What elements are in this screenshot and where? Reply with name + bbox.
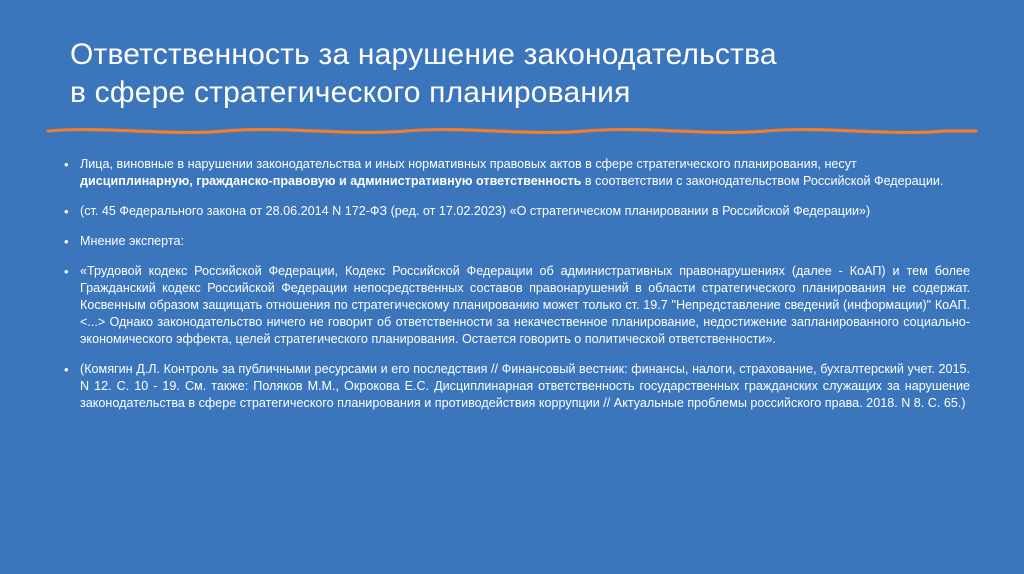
slide-body xyxy=(60,156,970,425)
bullet-liability-part-0: Лица, виновные в нарушении законодательства и иных нормативных правовых актов в сфере стратегического планирования, несут xyxy=(80,157,857,171)
bullet-expert-opinion-label xyxy=(80,233,970,250)
bullet-source-citation xyxy=(80,361,970,412)
bullet-source-citation-part-0: (Комягин Д.Л. Контроль за публичными ресурсами и его последствия // Финансовый вестник: финансы, налоги, страхование, бухгалтерский учет. 2015. N 12. С. 10 - 19. См. также: Поляков М.М., Окрокова Е.С. Дисциплинарная ответственность государственных гражданских служащих за нарушение законодательства в сфере стратегического планирования и противодействия коррупции // Актуальные проблемы российского права. 2018. N 8. С. 65.) xyxy=(80,362,970,410)
list-item xyxy=(60,263,970,348)
bullet-expert-quote-part-0: «Трудовой кодекс Российской Федерации, Кодекс Российской Федерации об административных правонарушениях (далее - КоАП) и тем более Гражданский кодекс Российской Федерации непосредственных составов правонарушений в области стратегического планирования не содержат. Косвенным образом защищать отношения по стратегическому планированию может только ст. 19.7 "Непредставление сведений (информации)" КоАП. <...> Однако законодательство ничего не говорит об ответственности за некачественное планирование, недостижение запланированного социально-экономического эффекта, целей стратегического планирования. Остается говорить о политической ответственности». xyxy=(80,264,970,346)
bullet-liability xyxy=(80,156,970,190)
list-item xyxy=(60,233,970,250)
bullet-expert-opinion-label-part-0: Мнение эксперта: xyxy=(80,234,184,248)
bullet-expert-quote xyxy=(80,263,970,348)
bullet-marker-icon: • xyxy=(64,234,69,249)
page-title xyxy=(70,36,970,112)
list-item xyxy=(60,156,970,190)
bullet-marker-icon: • xyxy=(64,204,69,219)
bullet-law-reference-part-0: (ст. 45 Федерального закона от 28.06.2014 N 172-ФЗ (ред. от 17.02.2023) «О стратегическом планировании в Российской Федерации») xyxy=(80,204,871,218)
bullet-liability-part-1: дисциплинарную, гражданско-правовую и административную ответственность xyxy=(80,174,582,188)
bullet-marker-icon: • xyxy=(64,157,69,172)
bullet-marker-icon: • xyxy=(64,264,69,279)
title-divider xyxy=(46,124,978,138)
bullet-liability-part-2: в соответствии с законодательством Российской Федерации. xyxy=(581,174,944,188)
list-item xyxy=(60,361,970,412)
page-title-line-2: в сфере стратегического планирования xyxy=(70,76,631,109)
list-item xyxy=(60,203,970,220)
page-title-line-1: Ответственность за нарушение законодательства xyxy=(70,38,777,71)
bullet-law-reference xyxy=(80,203,970,220)
bullet-marker-icon: • xyxy=(64,362,69,377)
